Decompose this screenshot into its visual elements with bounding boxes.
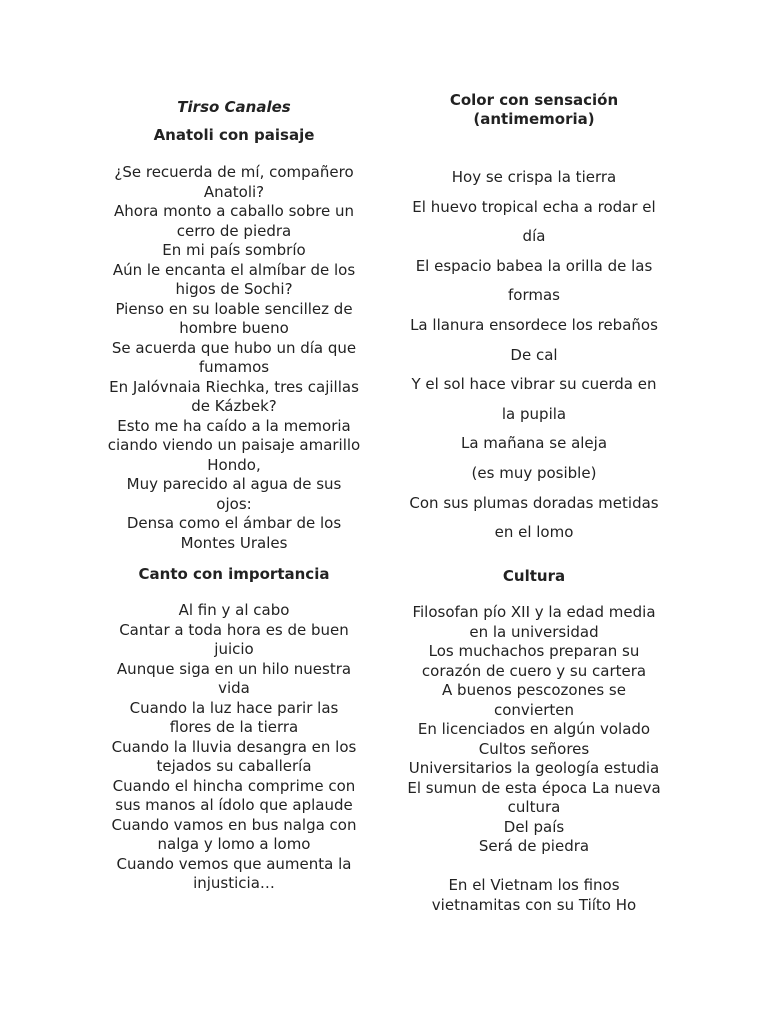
poem-line: corazón de cuero y su cartera (421, 661, 647, 680)
poem-line: higos de Sochi? (175, 280, 293, 298)
poem-line: injusticia… (193, 874, 275, 892)
poem-line: (es muy posible) (471, 463, 597, 482)
poem-line: A buenos pescozones se (442, 681, 626, 699)
poem-line: Cuando la luz hace parir las (129, 698, 339, 717)
poem-line: Cantar a toda hora es de buen (119, 620, 349, 639)
poem-title-anatoli: Anatoli con paisaje (153, 126, 315, 144)
poem-line: sus manos al ídolo que aplaude (115, 796, 353, 814)
poem-line: la pupila (501, 404, 567, 423)
poem-line: juicio (214, 640, 254, 658)
poem-line: En licenciados en algún volado (417, 720, 651, 738)
poem-title-canto: Canto con importancia (138, 565, 330, 583)
poem-line: en la universidad (469, 622, 599, 641)
poem-body-cultura (402, 603, 666, 915)
poem-title-cultura: Cultura (502, 567, 566, 585)
poem-line: día (522, 227, 546, 246)
poem-line: ¿Se recuerda de mí, compañero (114, 163, 354, 181)
poem-line: Cuando la lluvia desangra en los (111, 737, 357, 756)
poem-line: en el lomo (494, 523, 574, 542)
poem-line: formas (508, 286, 560, 305)
poem-title-color (402, 91, 666, 129)
poem-body-anatoli (104, 163, 364, 553)
poem-line: La mañana se aleja (460, 434, 608, 453)
poem-line: Filosofan pío XII y la edad media (412, 603, 656, 621)
poem-title-line: Color con sensación (449, 91, 619, 109)
stanza-break (402, 857, 666, 877)
poem-line: vida (218, 679, 250, 697)
poem-line: El espacio babea la orilla de las (415, 256, 653, 275)
poem-line: ojos: (216, 494, 252, 513)
poem-body-canto (104, 601, 364, 894)
poem-line: Será de piedra (478, 837, 590, 855)
poem-line: Universitarios la geología estudia (408, 759, 660, 777)
poem-line: El huevo tropical echa a rodar el (412, 197, 656, 216)
poem-line: hombre bueno (179, 319, 289, 337)
poem-line: nalga y lomo a lomo (157, 835, 311, 853)
poem-line: Se acuerda que hubo un día que (111, 338, 357, 357)
poem-line: Cuando el hincha comprime con (112, 776, 356, 795)
poem-line: flores de la tierra (169, 718, 299, 736)
poem-line: Esto me ha caído a la memoria (117, 416, 351, 435)
poem-line: Ahora monto a caballo sobre un (114, 202, 354, 220)
poem-body-color (402, 163, 666, 548)
poem-line: Muy parecido al agua de sus (126, 475, 342, 493)
poem-line: vietnamitas con su Tiíto Ho (431, 895, 637, 914)
poem-line: tejados su caballería (156, 757, 312, 775)
poem-line: Cuando vemos que aumenta la (116, 854, 352, 873)
poem-line: Al fin y al cabo (178, 601, 290, 619)
poem-title-line: (antimemoria) (473, 110, 595, 128)
poem-line: Aunque siga en un hilo nuestra (116, 659, 352, 678)
poem-line: Pienso en su loable sencillez de (115, 299, 353, 318)
poem-line: Aún le encanta el almíbar de los (112, 260, 356, 279)
poem-line: Con sus plumas doradas metidas (409, 493, 659, 512)
poem-line: En el Vietnam los finos (448, 876, 620, 894)
poem-line: de Kázbek? (191, 397, 277, 415)
poem-line: Hondo, (207, 455, 261, 474)
poem-line: El sumun de esta época La nueva (407, 778, 661, 797)
poem-line: En mi país sombrío (162, 241, 306, 259)
poem-line: cerro de piedra (176, 221, 292, 240)
poem-line: La llanura ensordece los rebaños (410, 315, 658, 334)
poem-line: ciando viendo un paisaje amarillo (107, 436, 361, 454)
poem-line: cultura (507, 798, 561, 816)
poem-line: Anatoli? (203, 182, 265, 201)
poem-line: Hoy se crispa la tierra (451, 168, 617, 186)
poem-line: convierten (494, 700, 574, 719)
poem-line: Los muchachos preparan su (428, 642, 640, 660)
poem-line: Y el sol hace vibrar su cuerda en (411, 375, 657, 394)
poem-line: Densa como el ámbar de los (126, 514, 342, 532)
poem-line: Cultos señores (478, 739, 590, 758)
poem-line: Del país (503, 817, 565, 836)
poem-line: Montes Urales (180, 533, 288, 552)
poem-line: Cuando vamos en bus nalga con (111, 815, 357, 834)
poem-line: De cal (510, 345, 558, 364)
author-name: Tirso Canales (177, 98, 291, 116)
poem-line: fumamos (198, 358, 270, 376)
poem-line: En Jalóvnaia Riechka, tres cajillas (109, 377, 359, 396)
